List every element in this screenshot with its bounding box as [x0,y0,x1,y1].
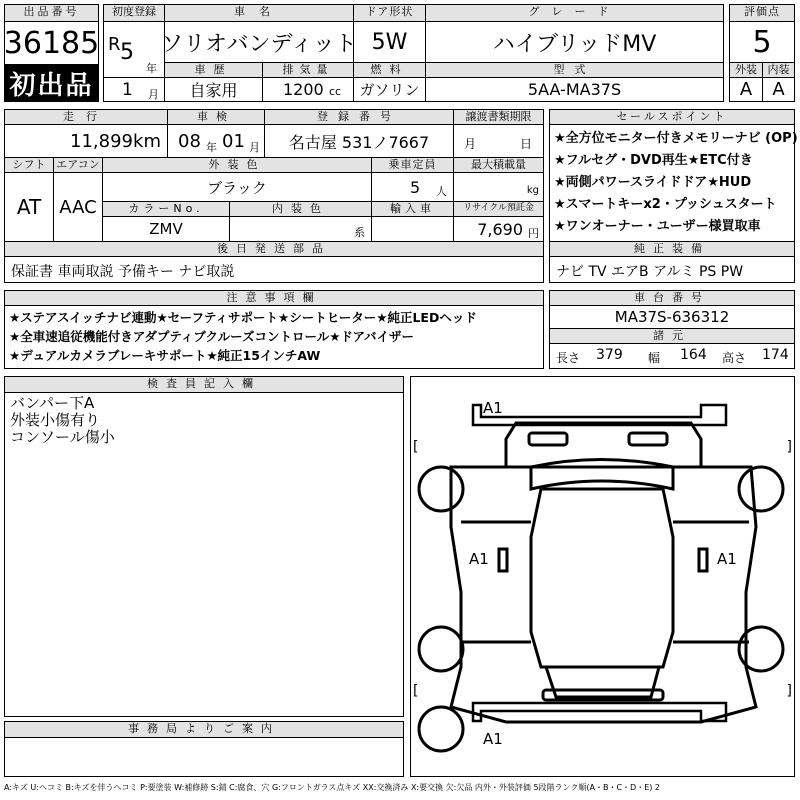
office-label: 事務局よりご案内 [4,721,404,738]
grade-label: グレード [425,4,724,22]
door-type: 5W [353,21,426,63]
model-label: 型式 [425,62,724,78]
inspection-month-unit: 月 [249,141,260,154]
note-line: ★ステアスイッチナビ連動★セーフティサポート★シートヒーター★純正LEDヘッド [9,310,477,325]
inspection-label: 車検 [167,109,265,125]
rear-bumper [473,703,726,721]
plate: 名古屋 531ノ7667 [264,124,454,158]
equipment-value: ナビ TV エアB アルミ PS PW [556,264,744,280]
damage-diagram [410,376,795,777]
lot-number: 36185 [4,21,99,65]
ac: AAC [53,172,103,242]
inspector-line: 外装小傷有り [10,411,101,429]
reg-year-unit: 年 [146,62,157,75]
dims-label: 諸元 [549,328,795,344]
sales-point: ★ワンオーナー・ユーザー様買取車 [554,219,761,234]
spare-wheel [419,707,463,751]
width: 164 [680,347,707,363]
note-line: ★全車速追従機能付きアダプティブクルーズコントロール★ドアバイザー [9,329,415,344]
transfer-day-unit: 日 [520,137,533,151]
windshield [531,460,673,490]
length: 379 [596,347,623,363]
headlight-left [529,433,567,445]
sales-point: ★全方位モニター付きメモリーナビ (OP) [554,131,798,146]
history: 自家用 [164,77,263,102]
inspection-cell [167,124,265,158]
inspection-year-unit: 年 [206,141,217,154]
inspector-label: 検査員記入欄 [4,376,404,393]
mirror-left [499,549,507,571]
chassis-number: MA37S-636312 [549,305,795,329]
capacity-cell [371,172,454,202]
wheel-front-left [419,467,463,511]
interior-grade: A [762,77,795,102]
first-reg-month-cell [103,77,165,102]
legend: A:キズ U:ヘコミ B:キズを伴うヘコミ P:要塗装 W:補修跡 S:錆 C:腐食、穴 G:フロントガラス点キズ XX:交換済み X:要交換 欠:欠品 内外・外装評価 5段階ランク順(A・B・C・D・E) 2 [4,783,661,792]
history-label: 車歴 [164,62,263,78]
exterior-grade: A [729,77,763,102]
load-unit: kg [526,185,539,196]
reg-month: 1 [122,80,133,100]
mileage-cell [4,124,168,158]
mirror-right [699,549,707,571]
first-listing-badge: 初出品 [4,64,99,102]
transfer-month-unit: 月 [464,137,477,151]
later-parts-value: 保証書 車両取説 予備キー ナビ取説 [11,264,235,280]
recycle-cell [453,216,544,242]
transfer-label: 譲渡書類期限 [453,109,544,125]
ac-label: エアコン [53,157,103,173]
inspector-line: バンパー下A [10,394,95,412]
reg-month-unit: 月 [148,88,159,101]
color: ブラック [102,172,372,202]
first-reg-label: 初度登録 [103,4,165,22]
displacement: 1200 [283,80,324,99]
car-name-label: 車名 [164,4,354,22]
bracket-right-top: ] [786,439,792,455]
transfer-cell [453,124,544,158]
tail-light [543,690,663,700]
bracket-left-bottom: [ [413,683,419,699]
import-cell [371,216,454,242]
note-line: ★デュアルカメラブレーキサポート★純正15インチAW [9,348,321,363]
width-label: 幅 [648,351,661,365]
notes-label: 注意事項欄 [4,290,544,306]
sales-point: ★両側パワースライドドア★HUD [554,175,752,190]
recycle-label: リサイクル預託金 [453,201,544,217]
damage-mark-rear: A1 [483,730,503,748]
shift: AT [4,172,54,242]
grade: ハイブリッドMV [425,21,724,63]
car-diagram [411,377,794,776]
color-no-label: カラーNo. [102,201,230,217]
load-label: 最大積載量 [453,157,544,173]
door-label: ドア形状 [353,4,426,22]
wheel-front-right [739,467,783,511]
fuel-label: 燃料 [353,62,426,78]
displacement-label: 排気量 [262,62,354,78]
lot-number-label: 出品番号 [4,4,99,22]
interior-color-cell [229,216,372,242]
mileage-unit: km [133,131,161,152]
notes-box [4,305,544,369]
sales-point: ★フルセグ・DVD再生★ETC付き [554,153,753,168]
rear-window [546,667,659,697]
inspection-year: 08 [178,131,201,152]
shift-label: シフト [4,157,54,173]
damage-mark-left: A1 [469,550,489,568]
damage-mark-right: A1 [717,550,737,568]
displacement-cell [262,77,354,102]
load-cell [453,172,544,202]
plate-label: 登録番号 [264,109,454,125]
inspector-line: コンソール傷小 [10,428,115,446]
chassis-label: 車台番号 [549,290,795,306]
recycle: 7,690 [477,220,523,239]
damage-mark-front: A1 [483,399,503,417]
headlight-right [629,433,667,445]
mileage: 11,899 [70,131,133,152]
body-outline [451,467,756,722]
inspector-box [4,392,404,717]
interior-color-unit: 系 [354,226,365,239]
sales-point: ★スマートキーx2・プッシュスタート [554,197,777,212]
exterior-label: 外装 [729,62,763,78]
roof [531,489,673,667]
color-label: 外装色 [102,157,372,173]
wheel-rear-left [419,627,463,671]
inspection-month: 01 [222,131,245,152]
capacity-label: 乗車定員 [371,157,454,173]
sales-points-box [549,124,798,242]
import-label: 輸入車 [371,201,454,217]
bracket-left-top: [ [413,439,419,455]
later-parts-label: 後日発送部品 [4,241,544,257]
recycle-unit: 円 [528,227,539,240]
capacity-unit: 人 [436,185,447,198]
capacity: 5 [410,178,421,197]
score: 5 [729,21,795,63]
later-parts [4,256,544,283]
office-box [4,737,404,777]
equipment [549,256,795,283]
length-label: 長さ [556,351,581,365]
dims-box [549,343,795,369]
sales-points-label: セールスポイント [549,109,795,125]
interior-color-label: 内装色 [229,201,372,217]
first-reg-year-cell [103,21,165,78]
bracket-right-bottom: ] [786,683,792,699]
car-name: ソリオバンディット [164,21,354,63]
displacement-unit: cc [329,85,342,98]
model: 5AA-MA37S [425,77,724,102]
mileage-label: 走行 [4,109,168,125]
reg-year: 5 [120,40,134,65]
era: R [108,34,121,55]
height-label: 高さ [722,351,747,365]
color-no: ZMV [102,216,230,242]
score-label: 評価点 [729,4,795,22]
height: 174 [762,347,789,363]
interior-label: 内装 [762,62,795,78]
fuel: ガソリン [353,77,426,102]
equipment-label: 純正装備 [549,241,795,257]
